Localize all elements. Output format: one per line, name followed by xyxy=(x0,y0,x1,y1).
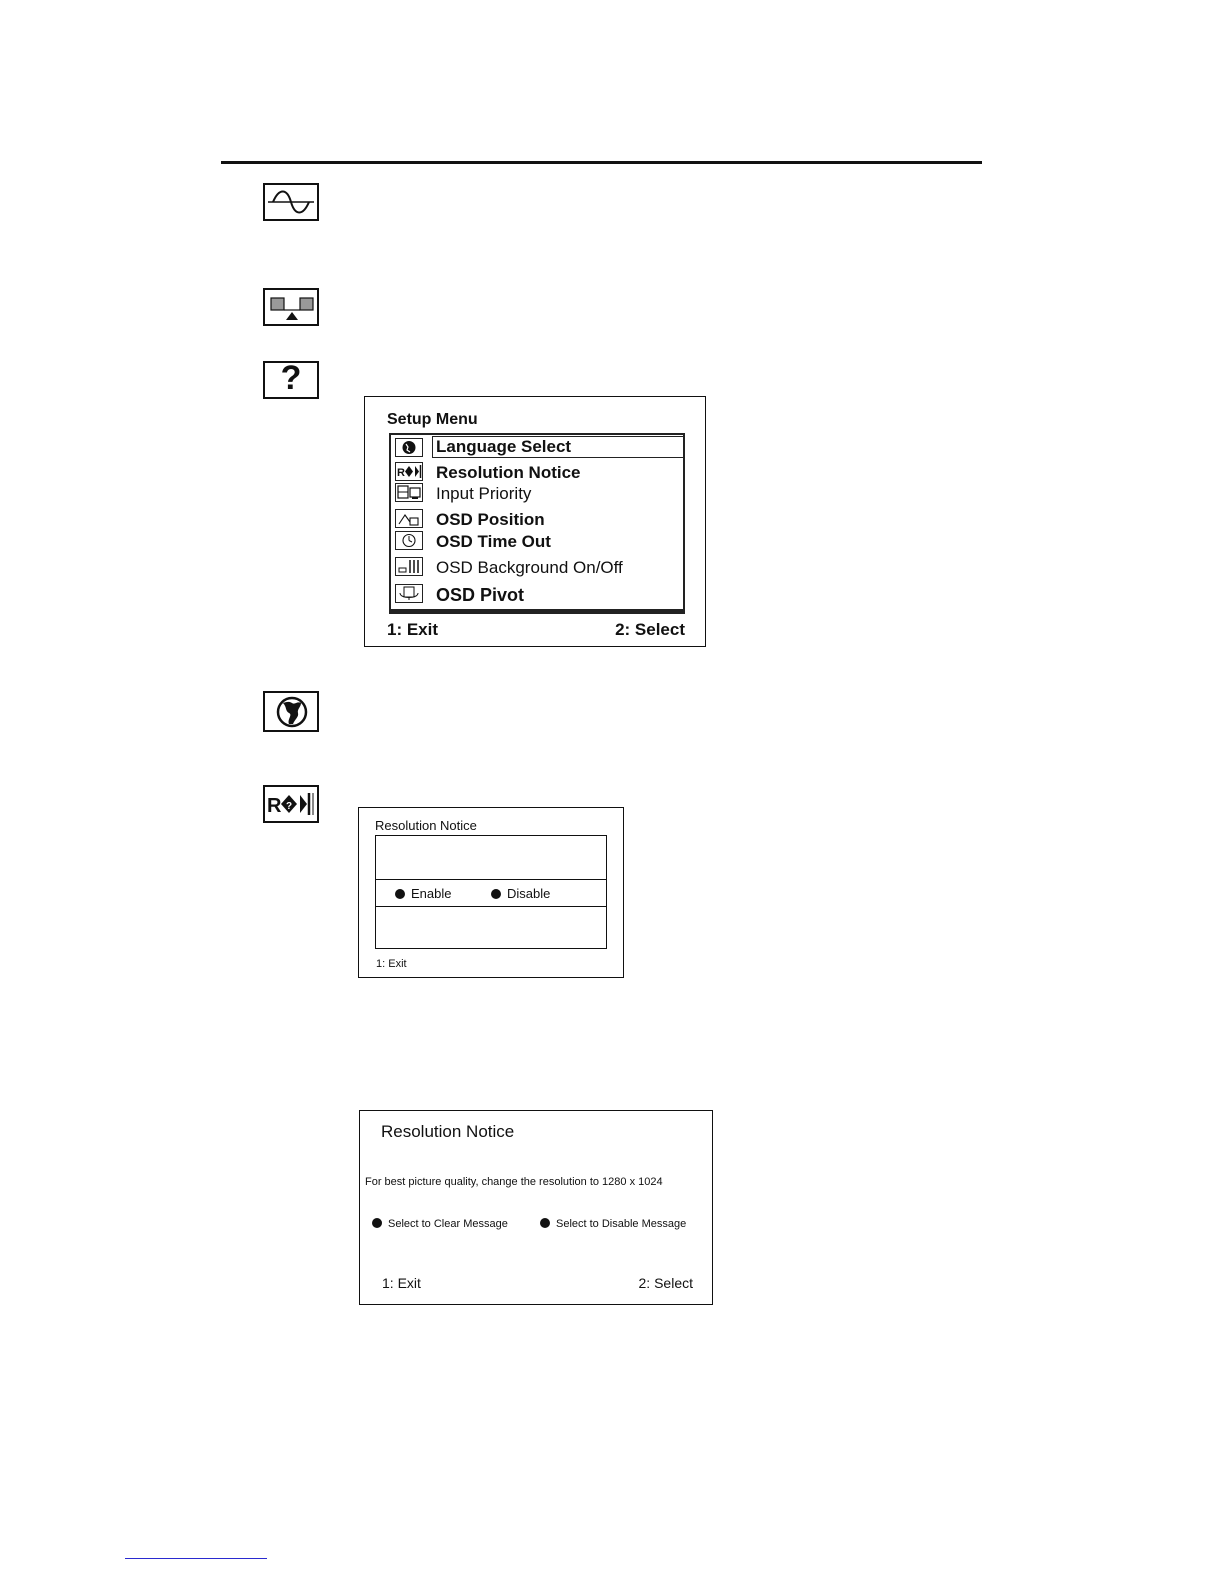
setup-item-label: OSD Time Out xyxy=(436,532,551,551)
osd-position-icon xyxy=(395,509,423,528)
disable-message-label: Select to Disable Message xyxy=(556,1218,687,1230)
svg-text:?: ? xyxy=(286,801,293,812)
sine-wave-icon xyxy=(263,183,319,221)
resolution-notice-icon xyxy=(395,462,423,481)
setup-item-input-priority[interactable] xyxy=(391,482,683,506)
setup-item-label: OSD Position xyxy=(436,510,545,529)
radio-dot-icon xyxy=(540,1218,550,1228)
disable-label: Disable xyxy=(507,886,551,901)
exit-label: 1: Exit xyxy=(382,1275,421,1291)
osd-background-icon xyxy=(395,557,423,576)
svg-text:R: R xyxy=(397,467,405,479)
help-question-icon: ? xyxy=(263,361,319,399)
resolution-notice-panel-small xyxy=(358,807,624,978)
picture-position-icon xyxy=(263,288,319,326)
globe-icon xyxy=(395,438,423,457)
select-label: 2: Select xyxy=(615,620,685,639)
resolution-notice-box xyxy=(375,835,607,949)
setup-item-language-select[interactable] xyxy=(391,437,683,461)
setup-menu-footer xyxy=(387,620,685,640)
pivot-icon xyxy=(395,584,423,603)
setup-menu-panel xyxy=(364,396,706,647)
header-rule xyxy=(221,161,982,164)
setup-item-label: Resolution Notice xyxy=(436,463,581,482)
input-priority-icon xyxy=(395,483,423,502)
setup-item-label: Input Priority xyxy=(436,484,532,503)
panel-title: Resolution Notice xyxy=(375,818,477,833)
select-label: 2: Select xyxy=(638,1275,693,1291)
disable-message-option[interactable] xyxy=(540,1218,686,1230)
setup-menu-title: Setup Menu xyxy=(387,411,478,428)
radio-dot-icon xyxy=(372,1218,382,1228)
setup-item-osd-time-out[interactable] xyxy=(391,530,683,554)
setup-item-label: OSD Pivot xyxy=(436,585,525,605)
setup-menu-list xyxy=(389,433,685,611)
resolution-message: For best picture quality, change the resolution to 1280 x 1024 xyxy=(365,1176,663,1188)
panel-title: Resolution Notice xyxy=(381,1122,515,1141)
setup-item-osd-position[interactable] xyxy=(391,508,683,532)
enable-label: Enable xyxy=(411,886,452,901)
setup-item-osd-background[interactable] xyxy=(391,556,683,580)
footer-link-underline xyxy=(125,1558,267,1559)
exit-label: 1: Exit xyxy=(376,958,407,970)
resolution-notice-icon xyxy=(263,785,319,823)
radio-dot-icon xyxy=(491,889,501,899)
setup-item-osd-pivot[interactable] xyxy=(391,583,683,607)
clear-message-option[interactable] xyxy=(372,1218,508,1230)
enable-option[interactable] xyxy=(395,886,451,901)
divider xyxy=(376,879,606,880)
exit-label: 1: Exit xyxy=(387,620,439,639)
svg-text:R: R xyxy=(267,795,282,817)
globe-icon xyxy=(263,691,319,732)
clear-message-label: Select to Clear Message xyxy=(388,1218,508,1230)
disable-option[interactable] xyxy=(491,886,550,901)
radio-dot-icon xyxy=(395,889,405,899)
setup-item-label: OSD Background On/Off xyxy=(436,558,623,577)
resolution-notice-panel-large xyxy=(359,1110,713,1305)
clock-icon xyxy=(395,531,423,550)
setup-item-label: Language Select xyxy=(433,437,683,457)
divider xyxy=(376,906,606,907)
